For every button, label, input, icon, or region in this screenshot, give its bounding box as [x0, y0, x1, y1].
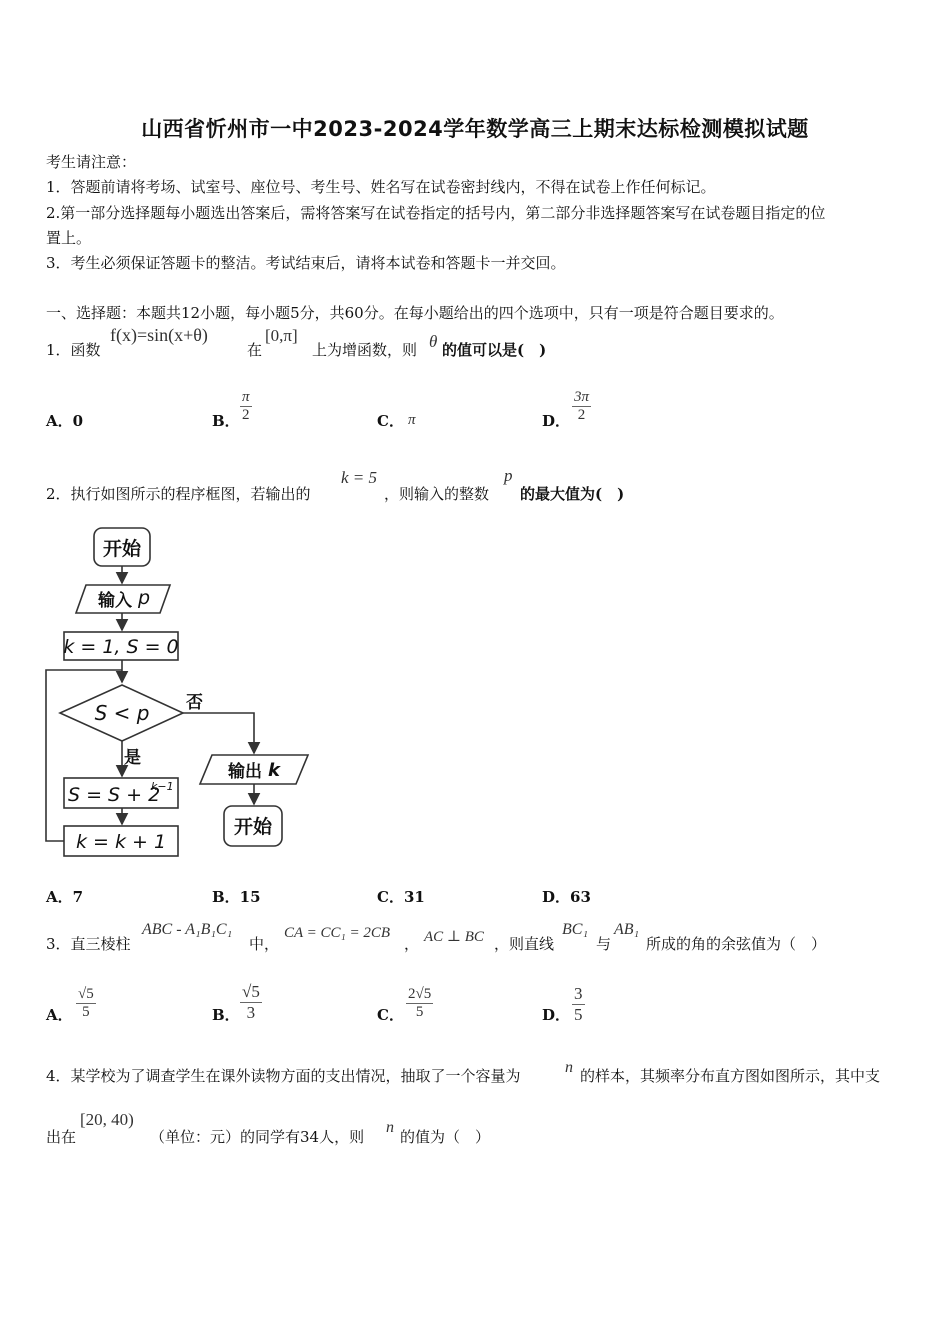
q1-option-a: A．0 [46, 412, 84, 430]
q2-option-b: B．15 [212, 888, 261, 906]
q1-option-b-label: B． [212, 412, 240, 430]
q2-p: p [504, 466, 513, 485]
flowchart-condition-text: S < p [94, 701, 150, 725]
q1-option-d-numerator: 3π [574, 389, 590, 405]
q3-comma: ， [404, 935, 420, 953]
q2-k-expression: k = 5 [341, 468, 378, 487]
flowchart-update-s-text: S = S + 2 [68, 784, 161, 806]
q3-option-d-fraction [572, 984, 585, 1025]
q3-mid-2: ，则直线 [494, 935, 555, 953]
flowchart-update-s-exponent: k−1 [151, 780, 174, 793]
notice-item-1: 1．答题前请将考场、试室号、座位号、考生号、姓名写在试卷密封线内，不得在试卷上作任何标记。 [46, 178, 716, 196]
q3-option-b-denominator: 3 [246, 1003, 256, 1022]
q3-option-c-denominator: 5 [415, 1004, 424, 1020]
q3-option-a-fraction [76, 986, 96, 1021]
q3-option-a-label: A． [46, 1006, 73, 1024]
q1-option-b-numerator: π [242, 389, 250, 405]
flowchart-no-label: 否 [186, 693, 203, 713]
flowchart-input-var: p [138, 587, 151, 609]
q4-line-2-mid: （单位：元）的同学有34人，则 [150, 1128, 365, 1146]
q1-option-d-denominator: 2 [577, 407, 586, 423]
q1-mid-2: 上为增函数，则 [312, 341, 418, 359]
notice-item-3: 3．考生必须保证答题卡的整洁。考试结束后，请将本试卷和答题卡一并交回。 [46, 254, 566, 272]
q3-condition-2: AC ⊥ BC [424, 929, 484, 945]
q4-n: n [565, 1059, 573, 1076]
q3-suffix: 所成的角的余弦值为（ ） [646, 935, 827, 953]
q3-option-d-denominator: 5 [574, 1005, 583, 1024]
q3-option-c-fraction [406, 986, 433, 1021]
page-title: 山西省忻州市一中2023-2024学年数学高三上期末达标检测模拟试题 [141, 117, 809, 141]
q2-flowchart [40, 522, 320, 874]
q1-function: f(x)=sin(x+θ) [110, 325, 208, 345]
q3-condition-1: CA = CC₁ = 2CB [284, 925, 391, 941]
notice-heading: 考生请注意： [46, 153, 137, 171]
q1-suffix: 的值可以是( ) [442, 341, 547, 359]
flowchart-output-var: k [268, 760, 280, 781]
q2-suffix: 的最大值为( ) [520, 485, 625, 503]
q2-option-c: C．31 [377, 888, 425, 906]
q4-n-2: n [386, 1119, 394, 1136]
flowchart-init-text: k = 1, S = 0 [63, 636, 179, 658]
q3-option-a-denominator: 5 [82, 1004, 90, 1020]
q3-line-2: AB₁ [614, 921, 640, 938]
flowchart-output-text: 输出 [228, 762, 262, 782]
q1-option-b-fraction [240, 389, 252, 424]
q1-option-d-fraction [572, 389, 591, 424]
q1-interval: [0,π] [265, 326, 298, 345]
q2-option-d: D．63 [542, 888, 591, 906]
flowchart-end-text: 开始 [233, 816, 273, 838]
flowchart-update-k-text: k = k + 1 [75, 831, 167, 853]
q3-prefix: 3．直三棱柱 [46, 935, 131, 953]
q3-option-c-numerator: 2√5 [408, 986, 432, 1002]
q3-option-b-fraction [240, 982, 262, 1023]
q2-prefix: 2．执行如图所示的程序框图，若输出的 [46, 485, 311, 503]
flowchart-start-text: 开始 [102, 538, 142, 560]
q1-theta: θ [429, 332, 438, 351]
q4-line-1-suffix: 的样本，其频率分布直方图如图所示，其中支 [580, 1067, 881, 1085]
q3-option-d-label: D． [542, 1006, 571, 1024]
q4-line-2-suffix: 的值为（ ） [400, 1128, 491, 1146]
q4-interval: [20, 40) [80, 1110, 134, 1129]
q4-line-2-prefix: 出在 [46, 1128, 77, 1146]
q3-option-d-numerator: 3 [574, 984, 583, 1003]
q2-mid: ，则输入的整数 [384, 485, 490, 503]
q2-option-a: A．7 [46, 888, 84, 906]
q3-option-a-numerator: √5 [78, 986, 94, 1002]
q3-mid-1: 中， [249, 935, 280, 953]
q1-option-c-value: π [408, 412, 416, 428]
q3-line-1: BC₁ [562, 921, 589, 938]
notice-item-2-line-1: 2.第一部分选择题每小题选出答案后，需将答案写在试卷指定的括号内，第二部分非选择题答案写在试卷题目指定的位 [46, 204, 826, 222]
q3-option-b-label: B． [212, 1006, 240, 1024]
section-heading: 一、选择题：本题共12小题，每小题5分，共60分。在每小题给出的四个选项中，只有一项是符合题目要求的。 [46, 304, 784, 322]
q1-mid-1: 在 [247, 341, 263, 359]
q4-line-1-prefix: 4．某学校为了调查学生在课外读物方面的支出情况，抽取了一个容量为 [46, 1067, 521, 1085]
flowchart-input-text: 输入 [98, 591, 132, 611]
q1-option-b-denominator: 2 [242, 407, 250, 423]
q1-prefix: 1．函数 [46, 341, 101, 359]
q1-option-d-label: D． [542, 412, 571, 430]
notice-item-2-line-2: 置上。 [46, 229, 92, 247]
q3-option-c-label: C． [377, 1006, 404, 1024]
q3-prism: ABC - A₁B₁C₁ [142, 921, 233, 938]
q3-and: 与 [596, 935, 612, 953]
q1-option-c-label: C． [377, 412, 404, 430]
q3-option-b-numerator: √5 [242, 982, 260, 1001]
flowchart-yes-label: 是 [124, 748, 141, 768]
